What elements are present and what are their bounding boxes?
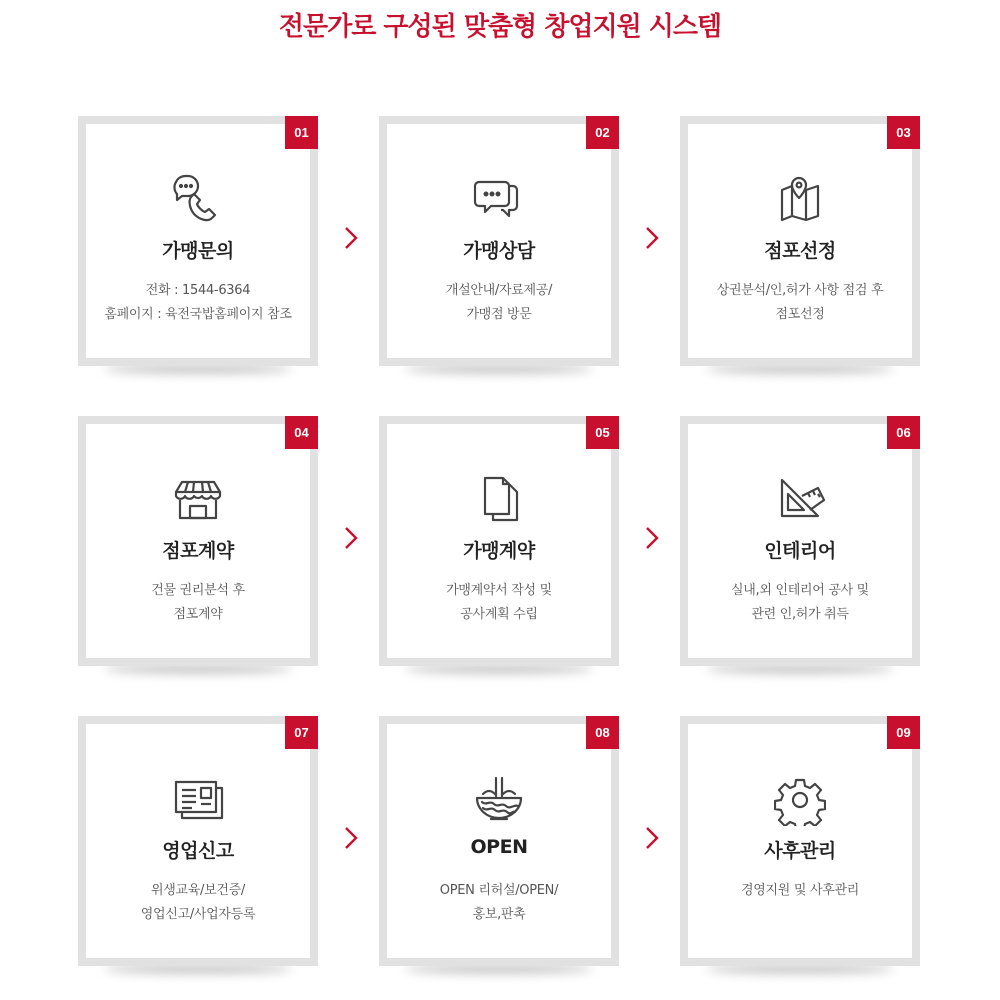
step-desc-line: 가맹계약서 작성 및	[446, 583, 552, 598]
step-number-badge: 03	[887, 116, 920, 149]
step-desc-line: OPEN 리허설/OPEN/	[439, 883, 559, 898]
step-number-badge: 02	[586, 116, 619, 149]
step-desc-line: 공사계획 수립	[460, 607, 538, 622]
step-description	[692, 579, 908, 627]
step-description	[692, 279, 908, 327]
chat-bubbles-icon	[473, 174, 525, 226]
chevron-right-icon	[340, 823, 362, 853]
step-card-01	[78, 116, 318, 366]
step-card-03	[680, 116, 920, 366]
step-description	[391, 279, 607, 327]
step-title: 사후관리	[764, 840, 836, 862]
map-pin-icon	[774, 174, 826, 226]
step-description	[391, 579, 607, 627]
step-title: 점포계약	[162, 540, 234, 562]
license-card-icon	[172, 774, 224, 826]
step-title: 가맹계약	[463, 540, 535, 562]
step-card-09	[680, 716, 920, 966]
triangle-ruler-icon	[774, 474, 826, 526]
step-desc-line: 개설안내/자료제공/	[445, 283, 553, 298]
step-card-06	[680, 416, 920, 666]
step-number-badge: 04	[285, 416, 318, 449]
step-card-04	[78, 416, 318, 666]
step-title: 가맹문의	[162, 240, 234, 262]
step-desc-line: 건물 권리분석 후	[151, 583, 245, 598]
chevron-right-icon	[641, 223, 663, 253]
phone-chat-icon	[172, 174, 224, 226]
step-title: 인테리어	[764, 540, 836, 562]
step-description	[90, 279, 306, 327]
step-card-07	[78, 716, 318, 966]
step-desc-line: 점포계약	[173, 607, 223, 622]
step-desc-line: 상권분석/인,허가 사항 점검 후	[716, 283, 884, 298]
step-number-badge: 05	[586, 416, 619, 449]
step-title: 영업신고	[162, 840, 234, 862]
step-title: OPEN	[470, 836, 528, 858]
noodle-bowl-icon	[473, 774, 525, 826]
storefront-icon	[172, 474, 224, 526]
chevron-right-icon	[340, 223, 362, 253]
step-description	[391, 879, 607, 927]
step-number-badge: 08	[586, 716, 619, 749]
step-title: 점포선정	[764, 240, 836, 262]
document-icon	[473, 474, 525, 526]
step-number-badge: 01	[285, 116, 318, 149]
step-desc-line: 실내,외 인테리어 공사 및	[731, 583, 869, 598]
step-card-08	[379, 716, 619, 966]
gear-icon	[774, 774, 826, 826]
step-desc-line: 홍보,판촉	[472, 907, 526, 922]
step-desc-line: 전화 : 1544-6364	[145, 283, 251, 298]
chevron-right-icon	[641, 523, 663, 553]
step-description	[90, 579, 306, 627]
step-desc-line: 가맹점 방문	[466, 307, 532, 322]
chevron-right-icon	[340, 523, 362, 553]
chevron-right-icon	[641, 823, 663, 853]
step-desc-line: 위생교육/보건증/	[151, 883, 245, 898]
step-desc-line: 점포선정	[775, 307, 825, 322]
step-number-badge: 07	[285, 716, 318, 749]
step-desc-line: 관련 인,허가 취득	[751, 607, 849, 622]
step-description	[692, 879, 908, 903]
page-title: 전문가로 구성된 맞춤형 창업지원 시스템	[278, 12, 722, 42]
step-desc-line: 영업신고/사업자등록	[140, 907, 256, 922]
step-card-05	[379, 416, 619, 666]
step-number-badge: 06	[887, 416, 920, 449]
step-desc-line: 홈페이지 : 육전국밥홈페이지 참조	[104, 307, 292, 322]
step-title: 가맹상담	[463, 240, 535, 262]
step-card-02	[379, 116, 619, 366]
step-number-badge: 09	[887, 716, 920, 749]
step-desc-line: 경영지원 및 사후관리	[741, 883, 859, 898]
step-description	[90, 879, 306, 927]
